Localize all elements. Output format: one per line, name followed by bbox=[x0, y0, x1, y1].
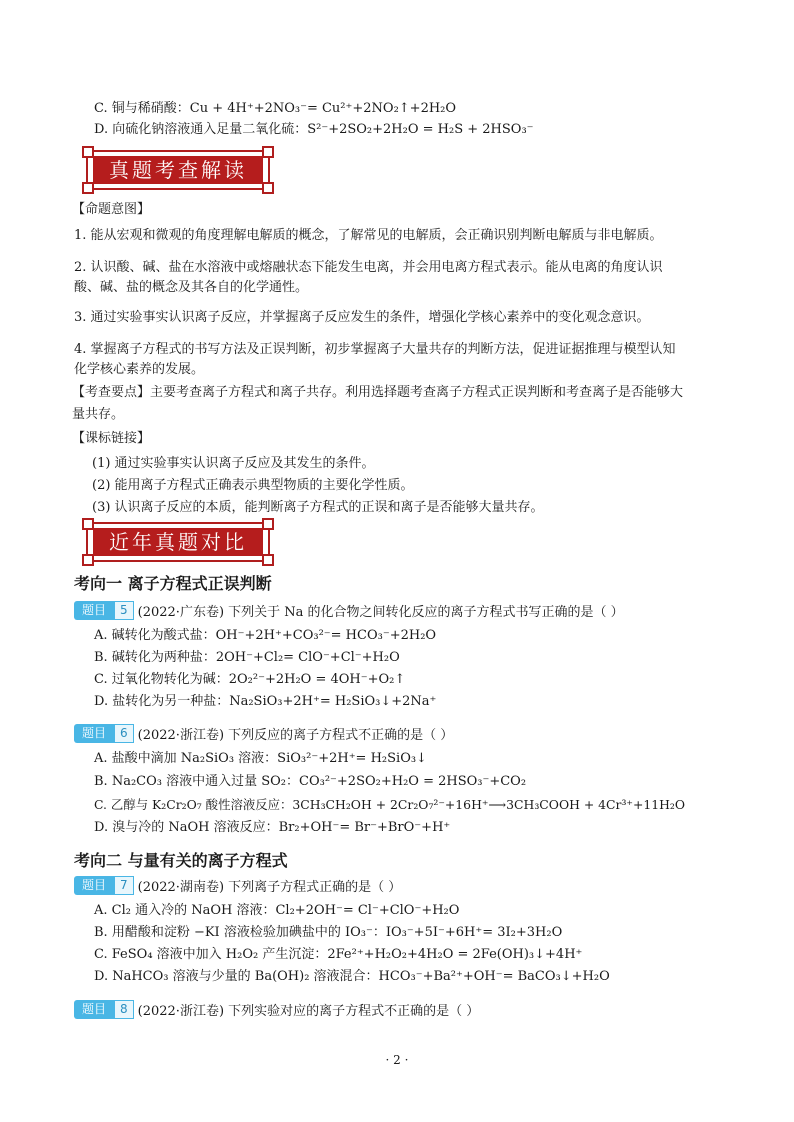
question-stem: (2022·湖南卷) 下列离子方程式正确的是（ ） bbox=[137, 880, 402, 895]
intent-item-4-cont: 化学核心素养的发展。 bbox=[74, 362, 205, 377]
q5-option-b: B. 碱转化为两种盐：2OH⁻+Cl₂= ClO⁻+Cl⁻+H₂O bbox=[94, 650, 400, 665]
banner-recent-exams-title: 近年真题对比 bbox=[93, 528, 263, 556]
q6-option-c: C. 乙醇与 K₂Cr₂O₇ 酸性溶液反应：3CH₃CH₂OH + 2Cr₂O₇²⁻+16H⁺⟶3CH₃COOH + 4Cr³⁺+11H₂O bbox=[94, 797, 686, 812]
intent-item-4: 4. 掌握离子方程式的书写方法及正误判断，初步掌握离子大量共存的判断方法，促进证据推理与模型认知 bbox=[74, 342, 676, 357]
q7-option-c: C. FeSO₄ 溶液中加入 H₂O₂ 产生沉淀：2Fe²⁺+H₂O₂+4H₂O = 2Fe(OH)₃↓+4H⁺ bbox=[94, 947, 583, 962]
question-number: 5 bbox=[114, 601, 134, 620]
question-number: 7 bbox=[114, 876, 134, 895]
question-number: 6 bbox=[114, 724, 134, 743]
question-6-header bbox=[74, 724, 453, 743]
question-stem: (2022·浙江卷) 下列实验对应的离子方程式不正确的是（ ） bbox=[137, 1004, 480, 1019]
points-line-1: 【考查要点】主要考查离子方程式和离子共存。利用选择题考查离子方程式正误判断和考查离子是否能够大 bbox=[72, 385, 684, 400]
question-stem: (2022·广东卷) 下列关于 Na 的化合物之间转化反应的离子方程式书写正确的是（ ） bbox=[137, 605, 624, 620]
intent-title: 【命题意图】 bbox=[72, 202, 151, 217]
standard-item-3: (3) 认识离子反应的本质，能判断离子方程式的正误和离子是否能够大量共存。 bbox=[92, 500, 544, 515]
q6-option-a: A. 盐酸中滴加 Na₂SiO₃ 溶液：SiO₃²⁻+2H⁺= H₂SiO₃↓ bbox=[94, 751, 427, 766]
intent-item-2-cont: 酸、碱、盐的概念及其各自的化学通性。 bbox=[74, 280, 309, 295]
standard-item-1: (1) 通过实验事实认识离子反应及其发生的条件。 bbox=[92, 456, 375, 471]
banner-exam-analysis bbox=[86, 150, 270, 190]
question-label: 题目 bbox=[74, 601, 114, 620]
question-label: 题目 bbox=[74, 724, 114, 743]
question-8-header bbox=[74, 1000, 479, 1019]
option-d-top: D. 向硫化钠溶液通入足量二氧化硫：S²⁻+2SO₂+2H₂O = H₂S + 2HSO₃⁻ bbox=[94, 122, 534, 137]
intent-item-2: 2. 认识酸、碱、盐在水溶液中或熔融状态下能发生电离，并会用电离方程式表示。能从电离的角度认识 bbox=[74, 260, 663, 275]
question-label: 题目 bbox=[74, 876, 114, 895]
intent-item-3: 3. 通过实验事实认识离子反应，并掌握离子反应发生的条件，增强化学核心素养中的变化观念意识。 bbox=[74, 310, 650, 325]
question-label: 题目 bbox=[74, 1000, 114, 1019]
standard-title: 【课标链接】 bbox=[72, 431, 151, 446]
option-c-top: C. 铜与稀硝酸：Cu + 4H⁺+2NO₃⁻= Cu²⁺+2NO₂↑+2H₂O bbox=[94, 101, 457, 116]
banner-recent-exams bbox=[86, 522, 270, 562]
q6-option-b: B. Na₂CO₃ 溶液中通入过量 SO₂：CO₃²⁻+2SO₂+H₂O = 2HSO₃⁻+CO₂ bbox=[94, 774, 527, 789]
q6-option-d: D. 溴与冷的 NaOH 溶液反应：Br₂+OH⁻= Br⁻+BrO⁻+H⁺ bbox=[94, 820, 451, 835]
q5-option-d: D. 盐转化为另一种盐：Na₂SiO₃+2H⁺= H₂SiO₃↓+2Na⁺ bbox=[94, 694, 437, 709]
section-heading-1: 考向一 离子方程式正误判断 bbox=[74, 574, 272, 593]
q5-option-a: A. 碱转化为酸式盐：OH⁻+2H⁺+CO₃²⁻= HCO₃⁻+2H₂O bbox=[94, 628, 437, 643]
q7-option-b: B. 用醋酸和淀粉 −KI 溶液检验加碘盐中的 IO₃⁻：IO₃⁻+5I⁻+6H⁺= 3I₂+3H₂O bbox=[94, 925, 563, 940]
intent-item-1: 1. 能从宏观和微观的角度理解电解质的概念，了解常见的电解质，会正确识别判断电解质与非电解质。 bbox=[74, 228, 663, 243]
banner-exam-analysis-title: 真题考查解读 bbox=[93, 156, 263, 184]
standard-item-2: (2) 能用离子方程式正确表示典型物质的主要化学性质。 bbox=[92, 478, 414, 493]
points-line-2: 量共存。 bbox=[72, 407, 125, 422]
section-heading-2: 考向二 与量有关的离子方程式 bbox=[74, 851, 288, 870]
q7-option-d: D. NaHCO₃ 溶液与少量的 Ba(OH)₂ 溶液混合：HCO₃⁻+Ba²⁺+OH⁻= BaCO₃↓+H₂O bbox=[94, 969, 610, 984]
question-5-header bbox=[74, 601, 624, 620]
page-number: · 2 · bbox=[385, 1053, 409, 1067]
q7-option-a: A. Cl₂ 通入冷的 NaOH 溶液：Cl₂+2OH⁻= Cl⁻+ClO⁻+H₂O bbox=[94, 903, 460, 918]
question-stem: (2022·浙江卷) 下列反应的离子方程式不正确的是（ ） bbox=[137, 728, 454, 743]
q5-option-c: C. 过氧化物转化为碱：2O₂²⁻+2H₂O = 4OH⁻+O₂↑ bbox=[94, 672, 406, 687]
question-7-header bbox=[74, 876, 401, 895]
question-number: 8 bbox=[114, 1000, 134, 1019]
